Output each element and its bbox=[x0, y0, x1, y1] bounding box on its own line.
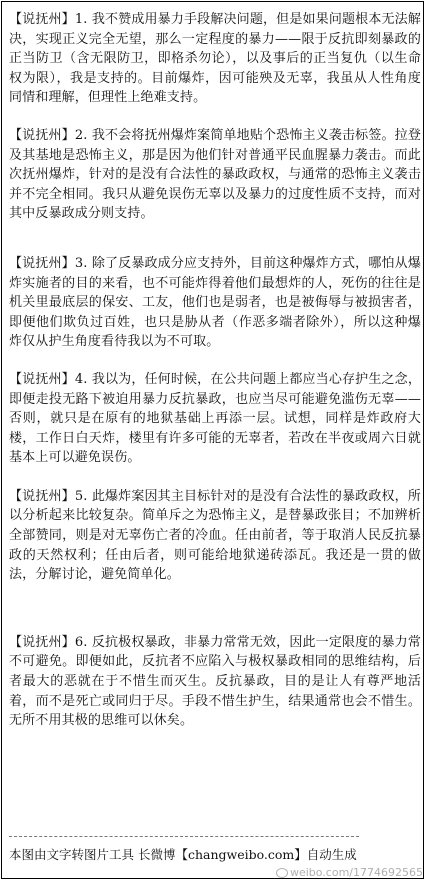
paragraph-2: 【说抚州】2. 我不会将抚州爆炸案简单地贴个恐怖主义袭击标签。拉登及其基地是恐怖主义，那是因为他们针对普通平民血腥暴力袭击。而此次抚州爆炸，针对的是没有合法性的暴政政权，与通常的恐怖主义袭击并不完全相同。我只从避免误伤无辜以及暴力的过度性质不支持，而对其中反暴政成分则支持。 bbox=[9, 127, 421, 222]
document-body bbox=[9, 10, 421, 731]
footer bbox=[9, 836, 421, 863]
weibo-logo-icon bbox=[276, 868, 288, 878]
paragraph-1: 【说抚州】1. 我不赞成用暴力手段解决问题，但是如果问题根本无法解决，实现正义完全无望，那么一定程度的暴力——限于反抗即刻暴政的正当防卫（含无限防卫，即格杀勿论），以及事后的正当复仇（以生命权为限），我是支持的。目前爆炸，因可能殃及无辜，我虽从人性角度同情和理解，但理性上绝难支持。 bbox=[9, 12, 421, 106]
paragraph-4: 【说抚州】4. 我以为，任何时候，在公共问题上都应当心存护生之念，即便走投无路下被迫用暴力反抗暴政，也应当尽可能避免滥伤无辜——否则，就只是在原有的地狱基础上再添一层。试想，同样是炸政府大楼，工作日白天炸，楼里有许多可能的无辜者，若改在半夜或周六日就基本上可以避免误伤。 bbox=[9, 371, 421, 466]
watermark-text: weibo.com/1774692565 bbox=[289, 866, 423, 879]
footer-divider bbox=[9, 836, 359, 837]
footer-credit: 本图由文字转图片工具 长微博【changweibo.com】自动生成 bbox=[9, 847, 357, 862]
paragraph-3: 【说抚州】3. 除了反暴政成分应支持外，目前这种爆炸方式，哪怕从爆炸实施者的目的来看，也不可能炸得着他们最想炸的人，死伤的往往是机关里最底层的保安、工友，他们也是弱者，也是被侮辱与被损害者，即便他们欺负过百姓，也只是胁从者（作恶多端者除外），所以这种爆炸仅从护生角度看待我以为不可取。 bbox=[9, 255, 421, 350]
watermark bbox=[276, 866, 423, 879]
paragraph-5: 【说抚州】5. 此爆炸案因其主目标针对的是没有合法性的暴政政权，所以分析起来比较复杂。简单斥之为恐怖主义，是替暴政张目；不加辨析全部赞同，则是对无辜伤亡者的冷血。任由前者，等于取消人民反抗暴政的天然权利；任由后者，则可能给地狱递砖添瓦。我还是一贯的做法，分解讨论，避免简单化。 bbox=[9, 488, 421, 583]
document-frame bbox=[1, 1, 424, 879]
paragraph-6: 【说抚州】6. 反抗极权暴政，非暴力常常无效，因此一定限度的暴力常不可避免。即便如此，反抗者不应陷入与极权暴政相同的思维结构，后者最大的恶就在于不惜生而灭生。反抗暴政，目的是让人有尊严地活着，而不是死亡或同归于尽。手段不惜生护生，结果通常也会不惜生。无所不用其极的思维可以休矣。 bbox=[9, 634, 421, 729]
